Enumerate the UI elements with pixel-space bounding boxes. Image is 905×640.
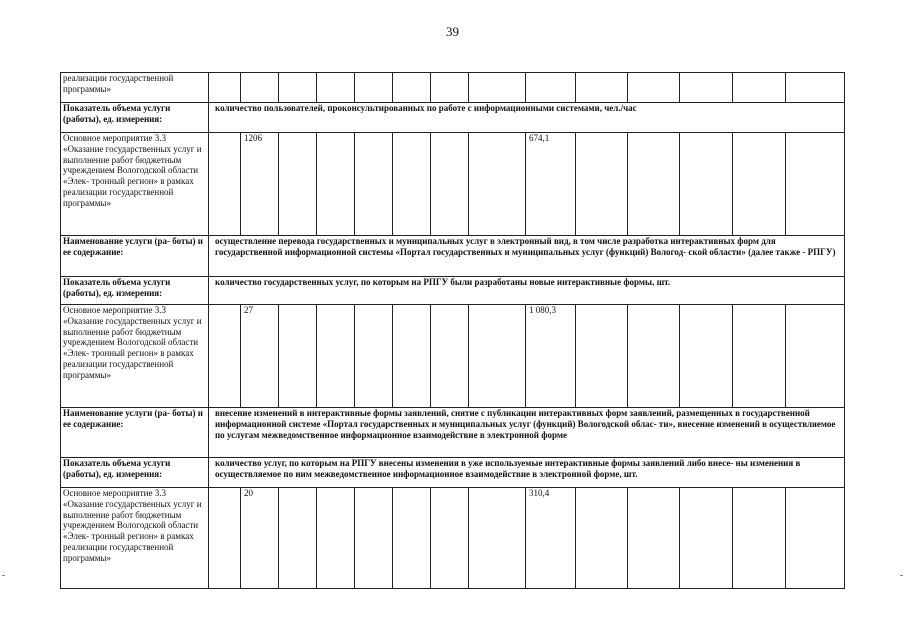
table-row: [61, 277, 845, 305]
indicator-text: количество услуг, по которым на РПГУ внесены изменения в уже используемые интерактивные формы заявлений либо внесе- ны изменения в осуществляемое по ним межведомственное информационное взаимодействие в электронной форме, шт.: [209, 458, 845, 488]
indicator-label: Показатель объема услуги (работы), ед. измерения:: [61, 277, 209, 305]
value-cell: [317, 133, 355, 236]
value-cell: [786, 488, 845, 589]
value-cell: [431, 73, 469, 103]
value-cell: [786, 73, 845, 103]
value-cell: [680, 488, 733, 589]
value-cell: [431, 133, 469, 236]
indicator-text: количество государственных услуг, по которым на РПГУ были разработаны новые интерактивные формы, шт.: [209, 277, 845, 305]
value-cell: [680, 133, 733, 236]
value-cell: [576, 305, 628, 408]
activity-label: Основное мероприятие 3.3 «Оказание государственных услуг и выполнение работ бюджетным учреждением Вологодской области «Элек- тронный регион» в рамках реализации государственной программы»: [61, 488, 209, 589]
value-cell: [469, 488, 526, 589]
scan-mark: [900, 575, 903, 576]
value-cell: [317, 305, 355, 408]
activity-label: Основное мероприятие 3.3 «Оказание государственных услуг и выполнение работ бюджетным учреждением Вологодской области «Элек- тронный регион» в рамках реализации государственной программы»: [61, 305, 209, 408]
value-cell: [733, 73, 786, 103]
value-cell: [733, 305, 786, 408]
value-cell: [393, 73, 431, 103]
value-cell: [209, 73, 241, 103]
indicator-label: Показатель объема услуги (работы), ед. измерения:: [61, 103, 209, 133]
value-cell: [431, 488, 469, 589]
indicator-label: Показатель объема услуги (работы), ед. измерения:: [61, 458, 209, 488]
table-row: [61, 73, 845, 103]
value-cell: [209, 488, 241, 589]
value-cell: [279, 305, 317, 408]
table-row: [61, 133, 845, 236]
value-cell: [680, 73, 733, 103]
value-cell: [786, 133, 845, 236]
value-cell: [355, 133, 393, 236]
value-cell: [469, 73, 526, 103]
value-cell: [628, 305, 680, 408]
service-text: внесение изменений в интерактивные формы заявлений, снятие с публикации интерактивных форм заявлений, размещенных в государственной информационной системе «Портал государственных и муниципальных услуг (функций) Вологодской облас- ти», внесение изменений в осуществляемое по услугам межведомственное информационное взаимодействие в электронной форме: [209, 408, 845, 458]
value-cell: [279, 488, 317, 589]
indicator-text: количество пользователей, проконсультированных по работе с информационными системами, чел./час: [209, 103, 845, 133]
value-cell: [393, 133, 431, 236]
value-cell: [469, 133, 526, 236]
value-cell: [317, 488, 355, 589]
activity-label: реализации государственной программы»: [61, 73, 209, 103]
table-row: [61, 408, 845, 458]
value-cell: [241, 73, 279, 103]
value-cell: [355, 73, 393, 103]
value-cell: [393, 305, 431, 408]
value-cell: [393, 488, 431, 589]
value-cell: [576, 488, 628, 589]
service-label: Наименование услуги (ра- боты) и ее содержание:: [61, 408, 209, 458]
value-cell: [526, 73, 576, 103]
value-cell: 674,1: [526, 133, 576, 236]
value-cell: [355, 305, 393, 408]
value-cell: 27: [241, 305, 279, 408]
value-cell: 1 080,3: [526, 305, 576, 408]
value-cell: [469, 305, 526, 408]
value-cell: [628, 488, 680, 589]
table-row: [61, 488, 845, 589]
value-cell: [279, 73, 317, 103]
value-cell: [680, 305, 733, 408]
value-cell: [317, 73, 355, 103]
value-cell: [733, 133, 786, 236]
service-label: Наименование услуги (ра- боты) и ее содержание:: [61, 236, 209, 277]
value-cell: [209, 133, 241, 236]
value-cell: [355, 488, 393, 589]
table-row: [61, 236, 845, 277]
activity-label: Основное мероприятие 3.3 «Оказание государственных услуг и выполнение работ бюджетным учреждением Вологодской области «Элек- тронный регион» в рамках реализации государственной программы»: [61, 133, 209, 236]
service-text: осуществление перевода государственных и муниципальных услуг в электронный вид, в том числе разработка интерактивных форм для государственной информационной системы «Портал государственных и муниципальных услуг (функций) Вологод- ской области» (далее также - РПГУ): [209, 236, 845, 277]
table-row: [61, 103, 845, 133]
value-cell: [628, 73, 680, 103]
value-cell: [209, 305, 241, 408]
value-cell: 1206: [241, 133, 279, 236]
budget-table: [60, 72, 845, 589]
value-cell: [628, 133, 680, 236]
value-cell: 310,4: [526, 488, 576, 589]
value-cell: [576, 73, 628, 103]
table-row: [61, 458, 845, 488]
page-number: 39: [446, 24, 459, 39]
value-cell: [279, 133, 317, 236]
value-cell: 20: [241, 488, 279, 589]
value-cell: [431, 305, 469, 408]
scan-mark: [2, 575, 5, 576]
value-cell: [733, 488, 786, 589]
value-cell: [576, 133, 628, 236]
value-cell: [786, 305, 845, 408]
table-row: [61, 305, 845, 408]
